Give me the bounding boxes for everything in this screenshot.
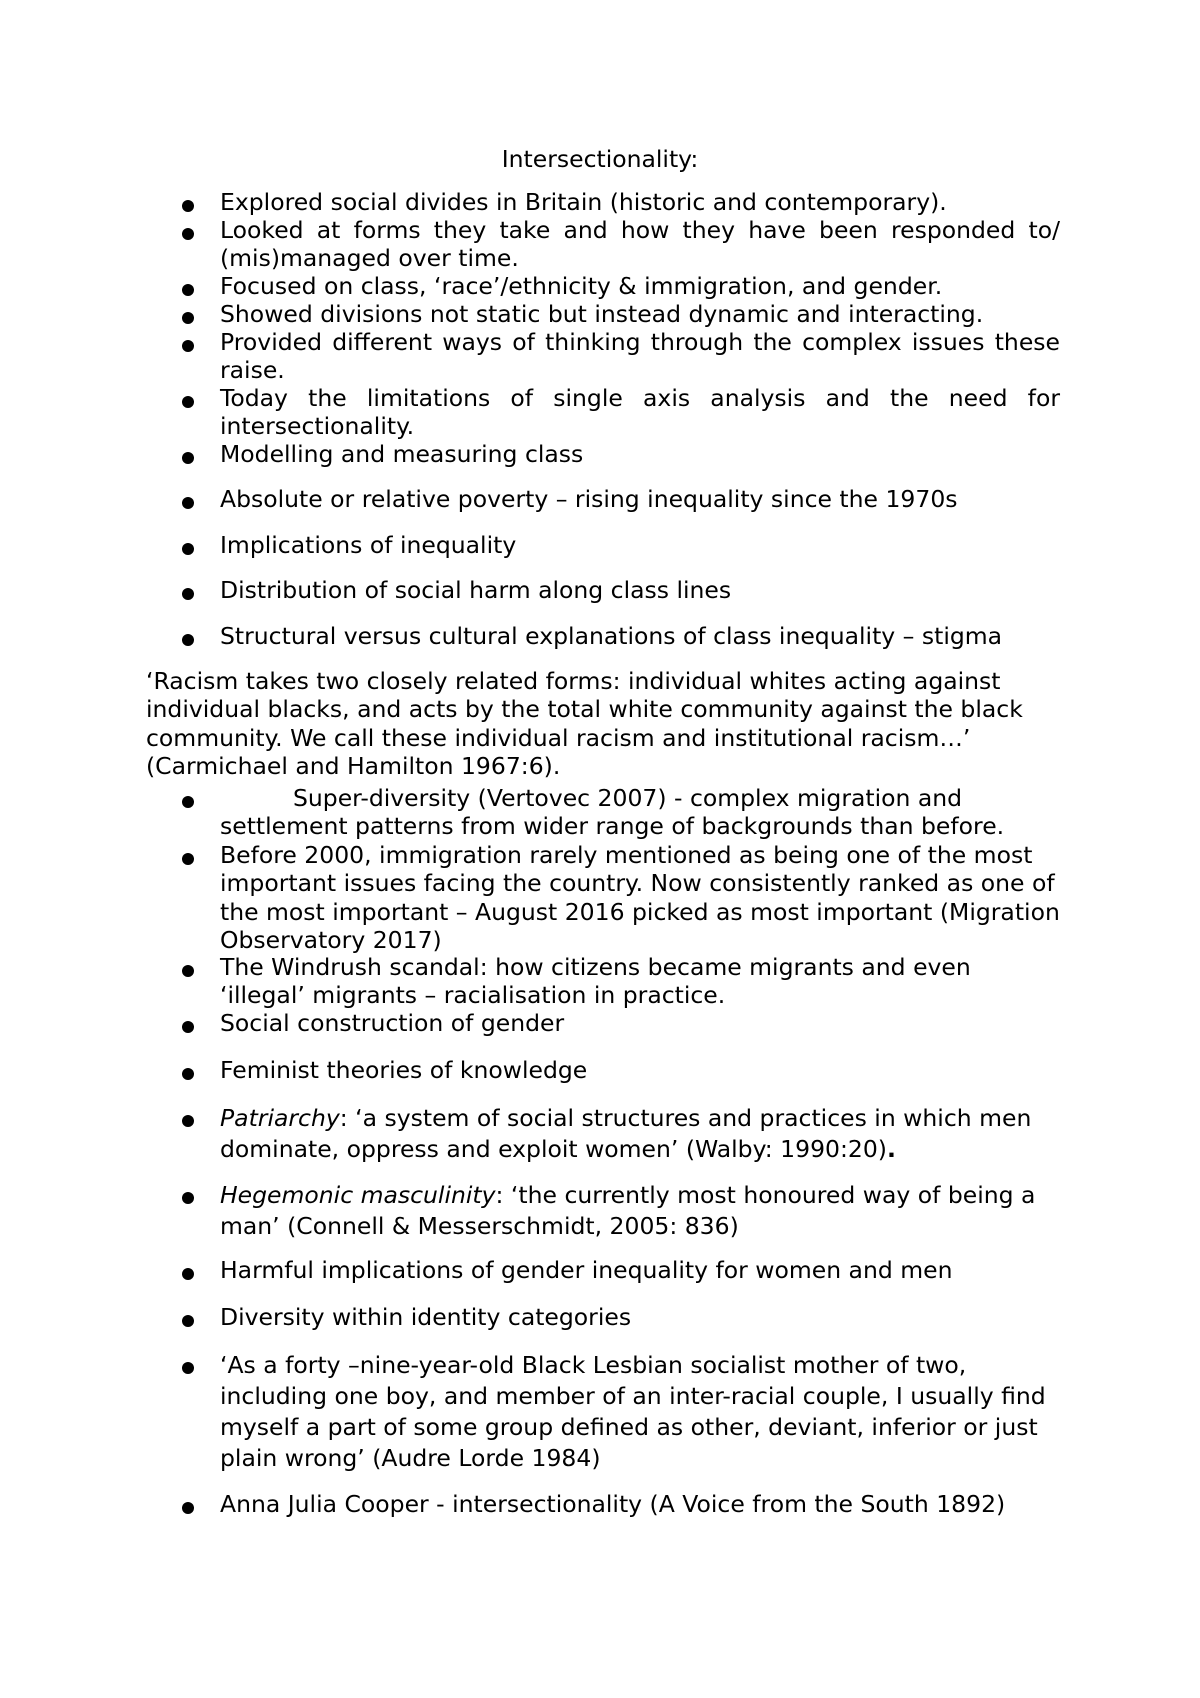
bullet-icon: [182, 312, 194, 324]
bullet-icon: [182, 1021, 194, 1033]
list-item: Today the limitations of single axis analysis and the need for intersectionality.: [220, 384, 1060, 441]
list-item: Implications of inequality: [220, 531, 517, 559]
hegemonic-text: : ‘the currently most honoured way of being a man’ (Connell & Messerschmidt, 2005: 836): [220, 1181, 1036, 1240]
patriarchy-end: .: [886, 1135, 896, 1163]
bullet-icon: [182, 543, 194, 555]
list-item: Provided different ways of thinking through the complex issues these raise.: [220, 328, 1060, 385]
bullet-icon: [182, 284, 194, 296]
bullet-icon: [182, 853, 194, 865]
list-item: Feminist theories of knowledge: [220, 1056, 588, 1084]
patriarchy-text: : ‘a system of social structures and practices in which men dominate, oppress and exploit women’ (Walby: 1990:20): [220, 1104, 1032, 1163]
list-item: Social construction of gender: [220, 1009, 565, 1037]
list-item: Anna Julia Cooper - intersectionality (A Voice from the South 1892): [220, 1490, 1006, 1518]
patriarchy-term: Patriarchy: [220, 1104, 340, 1132]
list-item: ‘As a forty –nine-year-old Black Lesbian socialist mother of two, including one boy, and member of an inter-racial couple, I usually find myself a part of some group defined as other, deviant, inferior or just plain wrong’ (Audre Lorde 1984): [220, 1351, 1046, 1472]
bullet-icon: [182, 497, 194, 509]
list-item: Harmful implications of gender inequality for women and men: [220, 1256, 953, 1284]
bullet-icon: [182, 588, 194, 600]
document-title: Intersectionality:: [501, 145, 699, 173]
list-item: Modelling and measuring class: [220, 440, 584, 468]
bullet-icon: [182, 1268, 194, 1280]
list-item: [220, 1180, 1060, 1242]
list-item: Absolute or relative poverty – rising inequality since the 1970s: [220, 485, 958, 513]
bullet-icon: [182, 200, 194, 212]
list-item: Showed divisions not static but instead dynamic and interacting.: [220, 300, 984, 328]
list-item: Explored social divides in Britain (historic and contemporary).: [220, 188, 947, 216]
list-item: Diversity within identity categories: [220, 1303, 632, 1331]
bullet-icon: [182, 452, 194, 464]
bullet-icon: [182, 396, 194, 408]
list-item: [220, 1103, 1060, 1165]
list-item: Focused on class, ‘race’/ethnicity & immigration, and gender.: [220, 272, 943, 300]
bullet-icon: [182, 1115, 194, 1127]
bullet-icon: [182, 965, 194, 977]
bullet-icon: [182, 1362, 194, 1374]
racism-quote: ‘Racism takes two closely related forms: individual whites acting against individual blacks, and acts by the total white community against the black community. We call these individual racism and institutional racism…’ (Carmichael and Hamilton 1967:6).: [146, 667, 1023, 780]
list-item: Structural versus cultural explanations of class inequality – stigma: [220, 622, 1003, 650]
bullet-icon: [182, 228, 194, 240]
list-item: [220, 784, 1060, 841]
bullet-icon: [182, 1068, 194, 1080]
bullet-icon: [182, 1502, 194, 1514]
bullet-icon: [182, 340, 194, 352]
super-diversity-text: Super-diversity (Vertovec 2007) - complex migration and settlement patterns from wider range of backgrounds than before.: [220, 784, 1005, 841]
bullet-icon: [182, 634, 194, 646]
bullet-icon: [182, 1315, 194, 1327]
list-item: Before 2000, immigration rarely mentioned as being one of the most important issues facing the country. Now consistently ranked as one of the most important – August 2016 picked as most important (Migration Observatory 2017): [220, 841, 1060, 954]
list-item: The Windrush scandal: how citizens became migrants and even ‘illegal’ migrants – racialisation in practice.: [220, 953, 971, 1010]
list-item: Looked at forms they take and how they have been responded to/ (mis)managed over time.: [220, 216, 1060, 273]
list-item: Distribution of social harm along class lines: [220, 576, 732, 604]
hegemonic-term: Hegemonic masculinity: [220, 1181, 496, 1209]
bullet-icon: [182, 796, 194, 808]
bullet-icon: [182, 1192, 194, 1204]
